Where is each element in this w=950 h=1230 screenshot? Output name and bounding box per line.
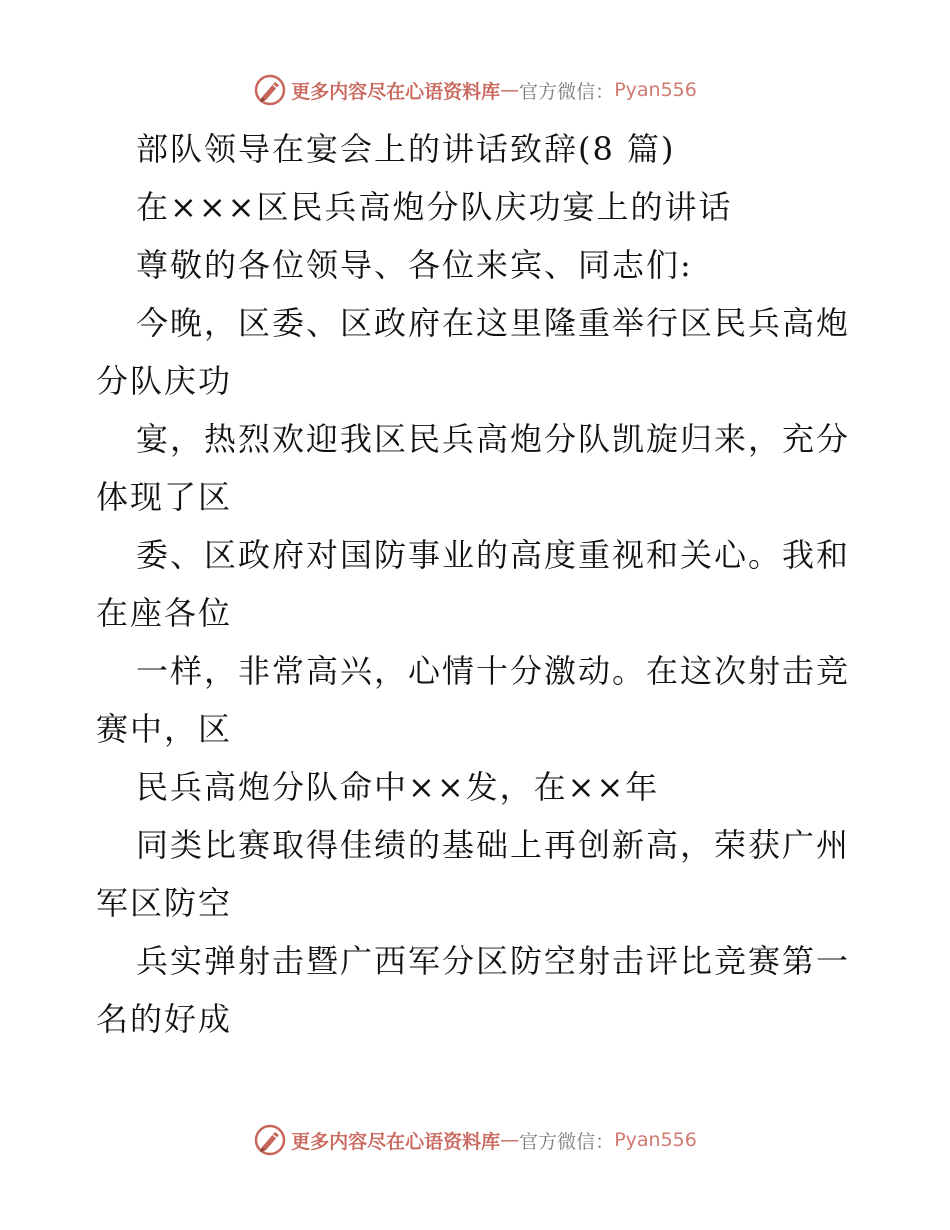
text-line: 委、区政府对国防事业的高度重视和关心。我和: [136, 536, 851, 574]
text-line: 尊敬的各位领导、各位来宾、同志们:: [136, 246, 693, 284]
header-banner: [0, 70, 950, 110]
text-line: 同类比赛取得佳绩的基础上再创新高，荣获广州: [136, 826, 851, 864]
text-line: 兵实弹射击暨广西军分区防空射击评比竞赛第一: [136, 942, 851, 980]
pen-logo-icon: [253, 1123, 287, 1157]
banner-wechat-label: 官方微信：: [519, 1130, 615, 1153]
text-line: 分队庆功: [96, 362, 233, 400]
text-line: 今晚，区委、区政府在这里隆重举行区民兵高炮: [136, 304, 851, 342]
text-line: 体现了区: [96, 478, 233, 516]
text-line: 在×××区民兵高炮分队庆功宴上的讲话: [136, 188, 733, 226]
text-line: 赛中，区: [96, 710, 233, 748]
banner-wechat-label: 官方微信：: [519, 80, 615, 103]
banner-site-name: 更多内容尽在心语资料库: [291, 80, 501, 103]
banner-dash: —: [500, 1129, 520, 1151]
document-body: [96, 120, 856, 1048]
banner-site-name: 更多内容尽在心语资料库: [291, 1130, 501, 1153]
text-line: 部队领导在宴会上的讲话致辞(8 篇): [136, 130, 676, 168]
text-line: 一样，非常高兴，心情十分激动。在这次射击竞: [136, 652, 851, 690]
banner-wechat-account: Pyan556: [614, 1129, 697, 1151]
banner-wechat-account: Pyan556: [614, 79, 697, 101]
text-line: 名的好成: [96, 1000, 233, 1038]
text-line: 民兵高炮分队命中××发，在××年: [136, 768, 660, 806]
text-line: 宴，热烈欢迎我区民兵高炮分队凯旋归来，充分: [136, 420, 851, 458]
text-line: 在座各位: [96, 594, 233, 632]
pen-logo-icon: [253, 73, 287, 107]
banner-dash: —: [500, 79, 520, 101]
footer-banner: [0, 1120, 950, 1160]
text-line: 军区防空: [96, 884, 233, 922]
